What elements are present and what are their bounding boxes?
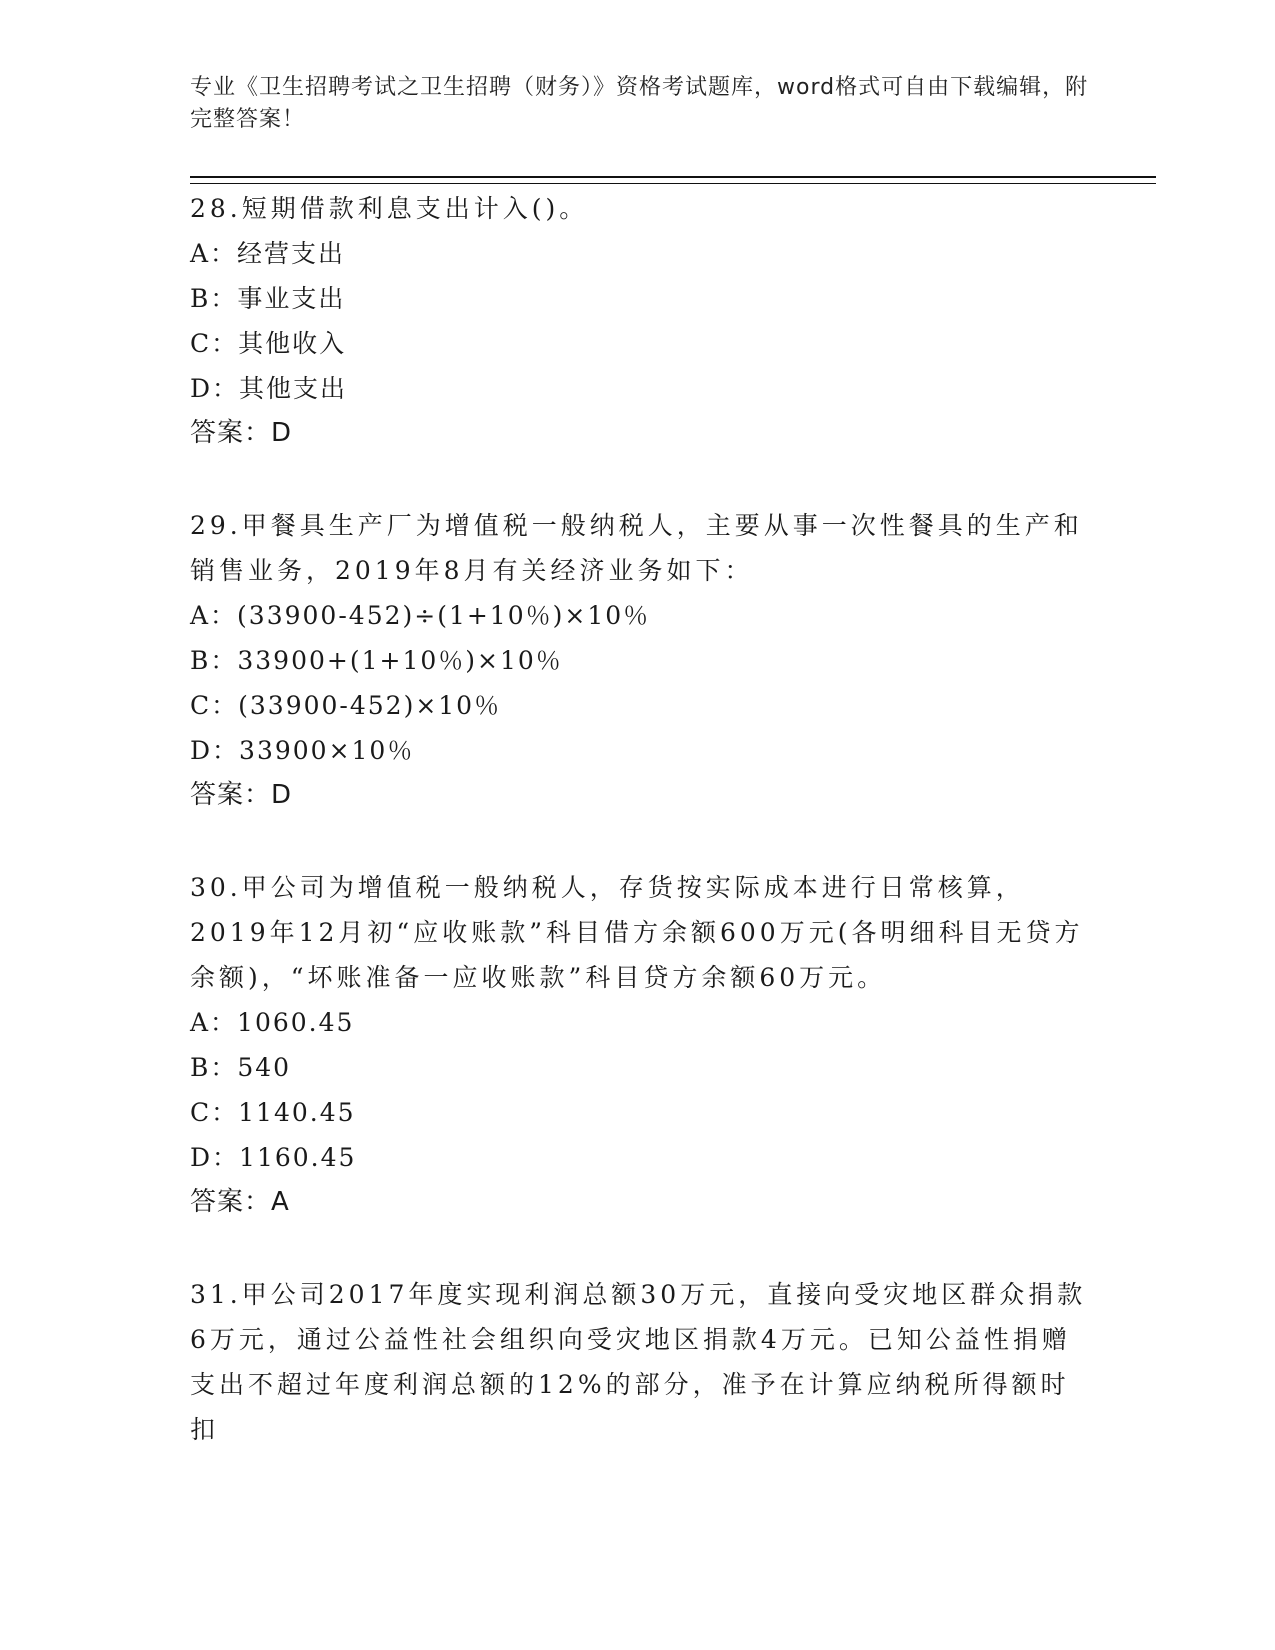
option-a: A：(33900-452)÷(1+10％)×10％ <box>190 601 651 630</box>
question-29 <box>190 503 1090 818</box>
question-spacer <box>190 456 1090 503</box>
question-stem: 30.甲公司为增值税一般纳税人，存货按实际成本进行日常核算，2019年12月初“应收账款”科目借方余额600万元(各明细科目无贷方余额)，“坏账准备一应收账款”科目贷方余额60万元。 <box>190 873 1084 992</box>
question-list <box>190 186 1090 1452</box>
option-d: D：1160.45 <box>190 1143 357 1172</box>
question-28 <box>190 186 1090 456</box>
question-31 <box>190 1272 1090 1452</box>
question-30 <box>190 865 1090 1225</box>
header-divider-thick <box>190 176 1156 178</box>
option-c: C：其他收入 <box>190 329 347 358</box>
option-c: C：(33900-452)×10％ <box>190 691 502 720</box>
option-b: B：33900+(1+10％)×10％ <box>190 646 563 675</box>
question-stem: 31.甲公司2017年度实现利润总额30万元，直接向受灾地区群众捐款6万元，通过公益性社会组织向受灾地区捐款4万元。已知公益性捐赠支出不超过年度利润总额的12%的部分，准予在计算应纳税所得额时扣 <box>190 1280 1087 1444</box>
option-d: D：33900×10％ <box>190 736 415 765</box>
answer: 答案：A <box>190 1187 290 1217</box>
question-spacer <box>190 1225 1090 1272</box>
option-b: B：540 <box>190 1053 292 1082</box>
document-header: 专业《卫生招聘考试之卫生招聘（财务）》资格考试题库，word格式可自由下载编辑，附完整答案！ <box>190 75 1089 132</box>
question-stem: 28.短期借款利息支出计入()。 <box>190 194 589 223</box>
option-c: C：1140.45 <box>190 1098 356 1127</box>
option-b: B：事业支出 <box>190 284 346 313</box>
answer: 答案：D <box>190 780 293 810</box>
question-spacer <box>190 818 1090 865</box>
header-divider-thin <box>190 183 1156 184</box>
option-a: A：经营支出 <box>190 239 346 268</box>
question-stem: 29.甲餐具生产厂为增值税一般纳税人，主要从事一次性餐具的生产和销售业务，2019年8月有关经济业务如下： <box>190 511 1083 585</box>
option-d: D：其他支出 <box>190 374 348 403</box>
answer: 答案：D <box>190 418 293 448</box>
option-a: A：1060.45 <box>190 1008 355 1037</box>
